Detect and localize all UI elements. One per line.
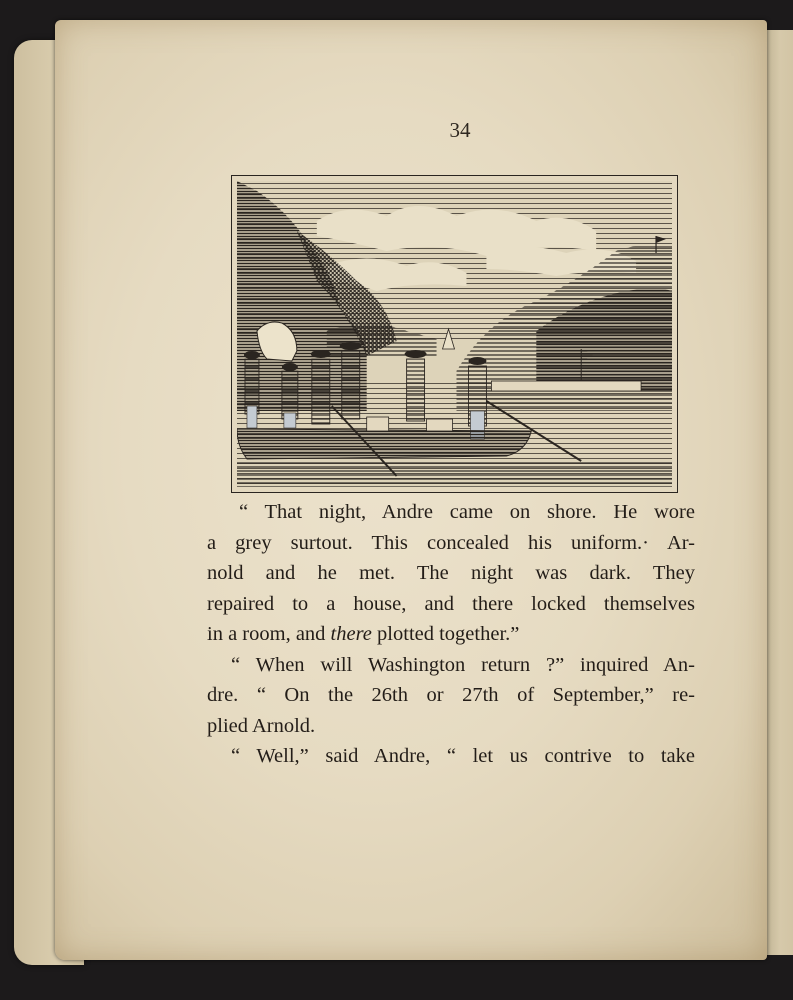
page-number: 34 — [449, 118, 471, 142]
engraving-illustration — [231, 175, 678, 493]
text-line: “ That night, Andre came on shore. He wore — [239, 501, 695, 523]
engraving-image — [237, 181, 672, 487]
text-line: a grey surtout. This concealed his uniform.· Ar- — [207, 531, 695, 554]
text-line: nold and he met. The night was dark. They — [207, 562, 695, 584]
text-line: repaired to a house, and there locked themselves — [207, 592, 695, 615]
text-line: plied Arnold. — [207, 714, 316, 737]
text-line: “ Well,” said Andre, “ let us contrive to take — [231, 745, 695, 767]
text-line: in a room, and there plotted together.” — [207, 623, 520, 645]
body-text — [207, 497, 695, 772]
text-line: “ When will Washington return ?” inquired An- — [231, 653, 695, 676]
emphasis-there: there — [330, 623, 372, 645]
text-line: dre. “ On the 26th or 27th of September,” re- — [207, 684, 695, 706]
